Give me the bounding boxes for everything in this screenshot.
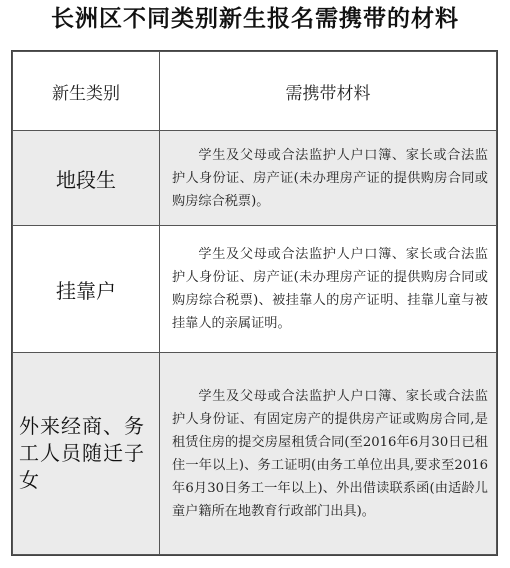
header-category: 新生类别 <box>13 52 160 131</box>
table-row <box>13 353 497 555</box>
header-materials: 需携带材料 <box>160 52 497 131</box>
materials-table-frame <box>11 50 498 556</box>
table-header-row <box>13 52 497 131</box>
materials-table <box>12 51 497 555</box>
table-row <box>13 131 497 226</box>
row-materials: 学生及父母或合法监护人户口簿、家长或合法监护人身份证、房产证(未办理房产证的提供购房合同或购房综合税票)。 <box>160 131 497 226</box>
table-row <box>13 226 497 353</box>
page-title: 长洲区不同类别新生报名需携带的材料 <box>51 6 459 32</box>
row-materials: 学生及父母或合法监护人户口簿、家长或合法监护人身份证、房产证(未办理房产证的提供购房合同或购房综合税票)、被挂靠人的房产证明、挂靠儿童与被挂靠人的亲属证明。 <box>160 226 497 353</box>
row-materials: 学生及父母或合法监护人户口簿、家长或合法监护人身份证、有固定房产的提供房产证或购房合同,是租赁住房的提交房屋租赁合同(至2016年6月30日已租住一年以上)、务工证明(由务工单位出具,要求至2016年6月30日务工一年以上)、外出借读联系函(由适龄儿童户籍所在地教育行政部门出具)。 <box>160 353 497 555</box>
row-category: 挂靠户 <box>13 226 160 353</box>
row-category: 外来经商、务工人员随迁子女 <box>13 353 160 555</box>
row-category: 地段生 <box>13 131 160 226</box>
